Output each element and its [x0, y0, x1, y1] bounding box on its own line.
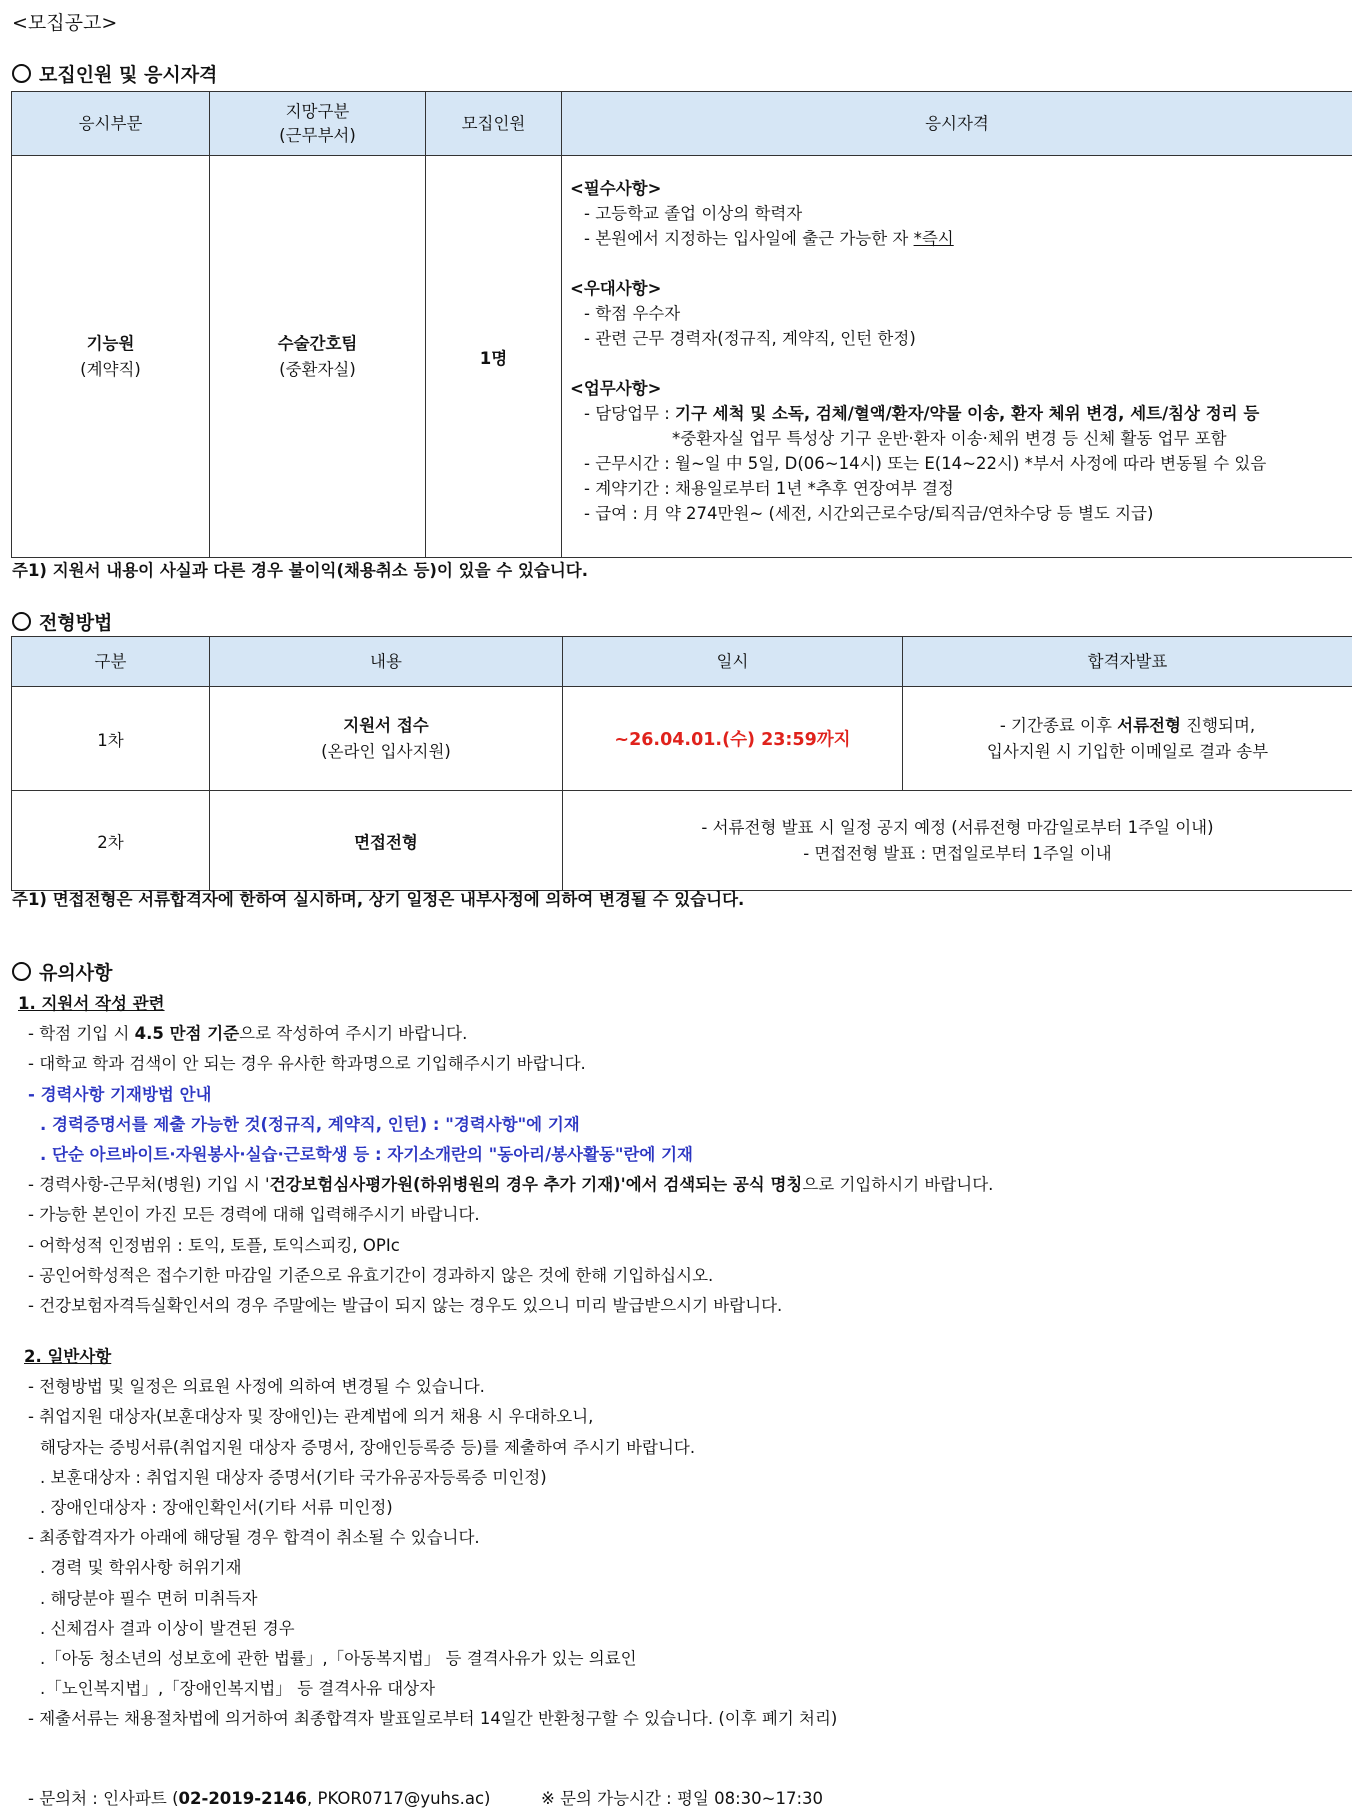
cell-count: 1명	[426, 156, 562, 558]
cell-qualification	[562, 156, 1352, 558]
notice-item: - 취업지원 대상자(보훈대상자 및 장애인)는 관계법에 의거 채용 시 우대하오니,	[28, 1407, 594, 1427]
notice-item: - 학점 기입 시 4.5 만점 기준으로 작성하여 주시기 바랍니다.	[28, 1024, 468, 1044]
duty-item: - 급여 : 月 약 274만원~ (세전, 시간외근로수당/퇴직금/연차수당 등 별도 지급)	[584, 504, 1154, 523]
required-item: - 본원에서 지정하는 입사일에 출근 가능한 자 *즉시	[584, 229, 954, 248]
section-title: 전형방법	[39, 612, 113, 634]
stage-2-info	[563, 791, 1352, 891]
duty-note: *중환자실 업무 특성상 기구 운반·환자 이송·체위 변경 등 신체 활동 업무 포함	[672, 429, 1227, 448]
circle-bullet-icon	[12, 612, 31, 631]
immediate-note: *즉시	[913, 229, 954, 248]
recruitment-note: 주1) 지원서 내용이 사실과 다른 경우 불이익(채용취소 등)이 있을 수 있습니다.	[12, 561, 588, 580]
notice-subitem: . 단순 아르바이트·자원봉사·실습·근로학생 등 : 자기소개란의 "동아리/봉사활동"란에 기재	[40, 1145, 693, 1165]
notice-subitem: . 신체검사 결과 이상이 발견된 경우	[40, 1618, 295, 1638]
duty-item: - 계약기간 : 채용일로부터 1년 *추후 연장여부 결정	[584, 479, 954, 498]
contact-hours: ※ 문의 가능시간 : 평일 08:30~17:30	[540, 1789, 824, 1808]
preferred-item: - 학점 우수자	[584, 304, 681, 323]
notice-item: - 경력사항 기재방법 안내	[28, 1084, 212, 1104]
notice-subitem: . 해당분야 필수 면허 미취득자	[40, 1588, 258, 1608]
contact-phone: 02-2019-2146	[178, 1789, 308, 1808]
result-line: - 기간종료 이후 서류전형 진행되며,	[999, 715, 1256, 735]
duty-title: <업무사항>	[570, 379, 662, 398]
section-selection-heading	[12, 608, 112, 635]
header-result: 합격자발표	[903, 637, 1352, 687]
department-sub: (중환자실)	[279, 359, 356, 379]
section-notice-heading	[12, 958, 112, 985]
notice-subitem: . 경력 및 학위사항 허위기재	[40, 1558, 242, 1578]
header-department-line2: (근무부서)	[279, 125, 356, 145]
content-main: 지원서 접수	[343, 715, 429, 735]
header-division: 응시부문	[12, 92, 210, 156]
contact-info: - 문의처 : 인사파트 (02-2019-2146, PKOR0717@yuhs.ac) ※ 문의 가능시간 : 평일 08:30~17:30	[28, 1789, 824, 1808]
stage-1-result	[903, 687, 1352, 791]
notice-item: - 경력사항-근무처(병원) 기입 시 '건강보험심사평가원(하위병원의 경우 추가 기재)'에서 검색되는 공식 명칭으로 기입하시기 바랍니다.	[28, 1175, 994, 1195]
stage-1: 1차	[12, 687, 210, 791]
header-stage: 구분	[12, 637, 210, 687]
selection-note: 주1) 면접전형은 서류합격자에 한하여 실시하며, 상기 일정은 내부사정에 의하여 변경될 수 있습니다.	[12, 890, 745, 909]
cell-division	[12, 156, 210, 558]
header-department	[210, 92, 426, 156]
notice-general	[12, 1342, 837, 1735]
stage-2-content: 면접전형	[210, 791, 563, 891]
notice-item: - 어학성적 인정범위 : 토익, 토플, 토익스피킹, OPIc	[28, 1235, 400, 1255]
notice-subitem: . 보훈대상자 : 취업지원 대상자 증명서(기타 국가유공자등록증 미인정)	[40, 1467, 547, 1487]
notice-item-cont: 해당자는 증빙서류(취업지원 대상자 증명서, 장애인등록증 등)를 제출하여 주시기 바랍니다.	[40, 1437, 696, 1457]
preferred-item: - 관련 근무 경력자(정규직, 계약직, 인턴 한정)	[584, 329, 916, 348]
header-date: 일시	[563, 637, 903, 687]
stage-1-content	[210, 687, 563, 791]
required-item: - 고등학교 졸업 이상의 학력자	[584, 204, 803, 223]
cell-department	[210, 156, 426, 558]
contact-email: , PKOR0717@yuhs.ac)	[307, 1789, 491, 1808]
notice-item: - 전형방법 및 일정은 의료원 사정에 의하여 변경될 수 있습니다.	[28, 1377, 485, 1397]
notice-item: - 가능한 본인이 가진 모든 경력에 대해 입력해주시기 바랍니다.	[28, 1205, 480, 1225]
header-department-line1: 지망구분	[285, 101, 350, 121]
notice-item: - 최종합격자가 아래에 해당될 경우 합격이 취소될 수 있습니다.	[28, 1528, 480, 1548]
section-title: 모집인원 및 응시자격	[39, 64, 218, 86]
document-title: <모집공고>	[12, 12, 118, 34]
stage-2: 2차	[12, 791, 210, 891]
notice-subitem: .「아동 청소년의 성보호에 관한 법률」,「아동복지법」 등 결격사유가 있는 의료인	[40, 1649, 637, 1669]
info-line: - 면접전형 발표 : 면접일로부터 1주일 이내	[803, 843, 1112, 863]
info-line: - 서류전형 발표 시 일정 공지 예정 (서류전형 마감일로부터 1주일 이내)	[701, 817, 1214, 837]
section-title: 유의사항	[39, 962, 113, 984]
header-qualification: 응시자격	[562, 92, 1352, 156]
result-line: 입사지원 시 기입한 이메일로 결과 송부	[986, 741, 1269, 761]
application-deadline: ~26.04.01.(수) 23:59까지	[563, 687, 903, 791]
preferred-title: <우대사항>	[570, 279, 662, 298]
section-recruitment-heading	[12, 60, 217, 87]
duty-detail: 기구 세척 및 소독, 검체/혈액/환자/약물 이송, 환자 체위 변경, 세트/침상 정리 등	[675, 404, 1260, 423]
division-main: 기능원	[86, 333, 135, 353]
required-title: <필수사항>	[570, 179, 662, 198]
notice-item: - 제출서류는 채용절차법에 의거하여 최종합격자 발표일로부터 14일간 반환청구할 수 있습니다. (이후 폐기 처리)	[28, 1709, 838, 1729]
header-count: 모집인원	[426, 92, 562, 156]
recruitment-table	[11, 91, 1352, 558]
selection-table	[11, 636, 1352, 891]
division-sub: (계약직)	[80, 359, 141, 379]
notice-subitem: .「노인복지법」,「장애인복지법」 등 결격사유 대상자	[40, 1679, 436, 1699]
notice-item: - 공인어학성적은 접수기한 마감일 기준으로 유효기간이 경과하지 않은 것에 한해 기입하십시오.	[28, 1265, 714, 1285]
subsection-title: 2. 일반사항	[24, 1347, 112, 1366]
notice-application	[12, 989, 993, 1321]
notice-item: - 건강보험자격득실확인서의 경우 주말에는 발급이 되지 않는 경우도 있으니 미리 발급받으시기 바랍니다.	[28, 1296, 783, 1316]
notice-subitem: . 장애인대상자 : 장애인확인서(기타 서류 미인정)	[40, 1498, 393, 1518]
duty-item: - 근무시간 : 월~일 中 5일, D(06~14시) 또는 E(14~22시) *부서 사정에 따라 변동될 수 있음	[584, 454, 1267, 473]
subsection-title: 1. 지원서 작성 관련	[18, 994, 165, 1013]
circle-bullet-icon	[12, 962, 31, 981]
department-main: 수술간호팀	[277, 333, 358, 353]
notice-subitem: . 경력증명서를 제출 가능한 것(정규직, 계약직, 인턴) : "경력사항"에 기재	[40, 1114, 580, 1134]
notice-item: - 대학교 학과 검색이 안 되는 경우 유사한 학과명으로 기입해주시기 바랍니다.	[28, 1054, 586, 1074]
content-sub: (온라인 입사지원)	[321, 741, 451, 761]
duty-item: - 담당업무 : 기구 세척 및 소독, 검체/혈액/환자/약물 이송, 환자 체위 변경, 세트/침상 정리 등	[584, 404, 1260, 423]
circle-bullet-icon	[12, 64, 31, 83]
header-content: 내용	[210, 637, 563, 687]
